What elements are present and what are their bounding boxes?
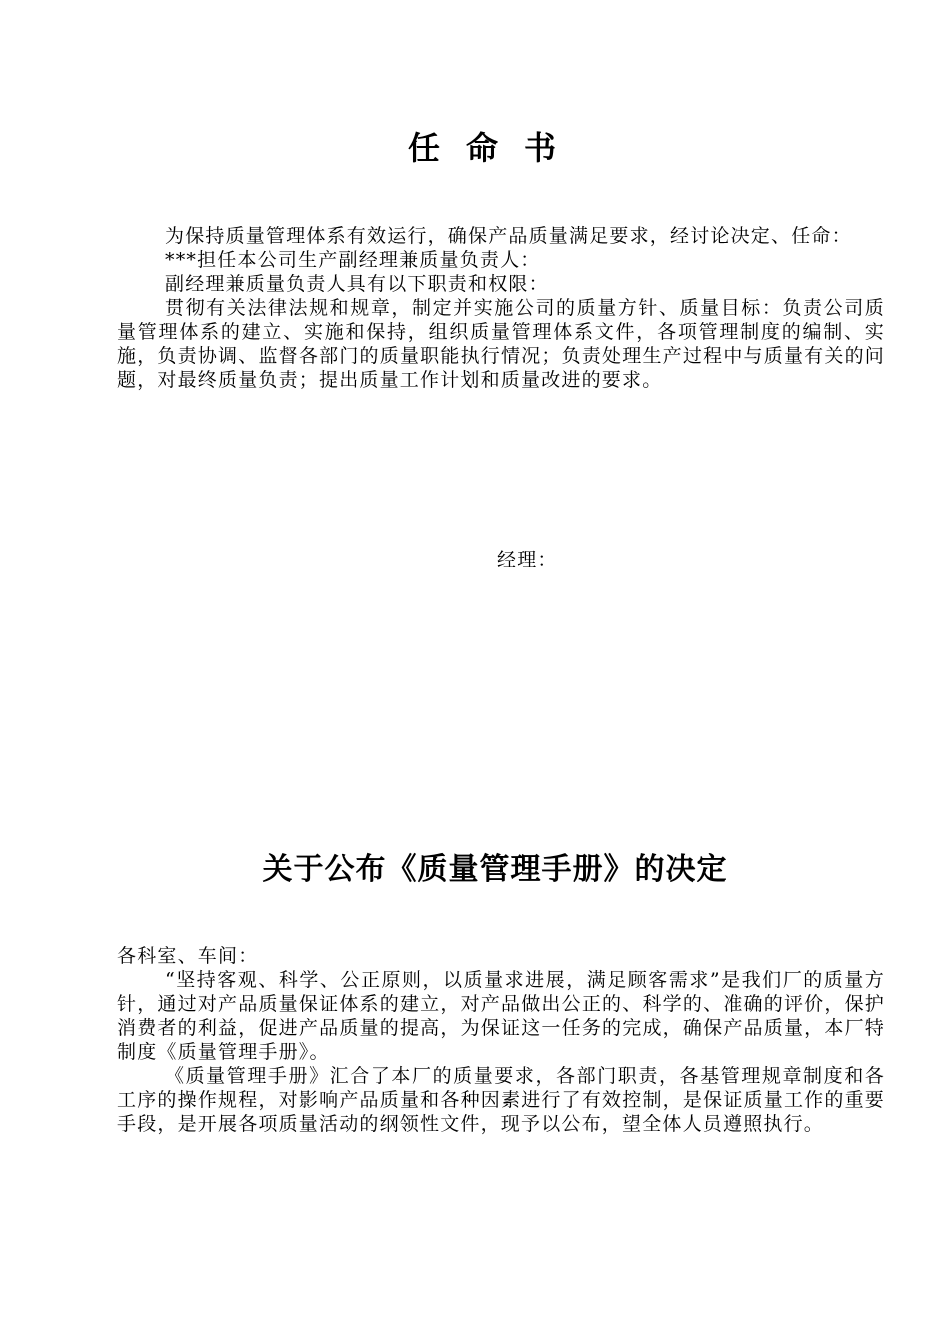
decision-paragraph-1: “坚持客观、科学、公正原则，以质量求进展，满足顾客需求”是我们厂的质量方针，通过对产品质量保证体系的建立，对产品做出公正的、科学的、准确的评价，保护消费者的利益，促进产品质量的提高，为保证这一任务的完成，确保产品质量，本厂特制度《质量管理手册》。 [117,969,885,1063]
manager-signature-label: 经理： [497,549,558,571]
appointment-paragraph-2: ***担任本公司生产副经理兼质量负责人： [165,249,541,271]
decision-paragraph-2: 《质量管理手册》汇合了本厂的质量要求，各部门职责，各基管理规章制度和各工序的操作规程，对影响产品质量和各种因素进行了有效控制，是保证质量工作的重要手段，是开展各项质量活动的纲领性文件，现予以公布，望全体人员遵照执行。 [117,1065,885,1135]
appointment-paragraph-3: 副经理兼质量负责人具有以下职责和权限： [165,273,549,295]
appointment-paragraph-4: 贯彻有关法律法规和规章，制定并实施公司的质量方针、质量目标：负责公司质量管理体系的建立、实施和保持，组织质量管理体系文件，各项管理制度的编制、实施，负责协调、监督各部门的质量职能执行情况；负责处理生产过程中与质量有关的问题，对最终质量负责；提出质量工作计划和质量改进的要求。 [117,297,885,391]
decision-salutation: 各科室、车间： [117,945,259,967]
decision-body [117,944,885,1136]
decision-title: 关于公布《质量管理手册》的决定 [262,852,728,887]
appointment-body [117,224,885,392]
appointment-title: 任命书 [407,129,582,167]
appointment-paragraph-1: 为保持质量管理体系有效运行，确保产品质量满足要求，经讨论决定、任命： [165,225,852,247]
